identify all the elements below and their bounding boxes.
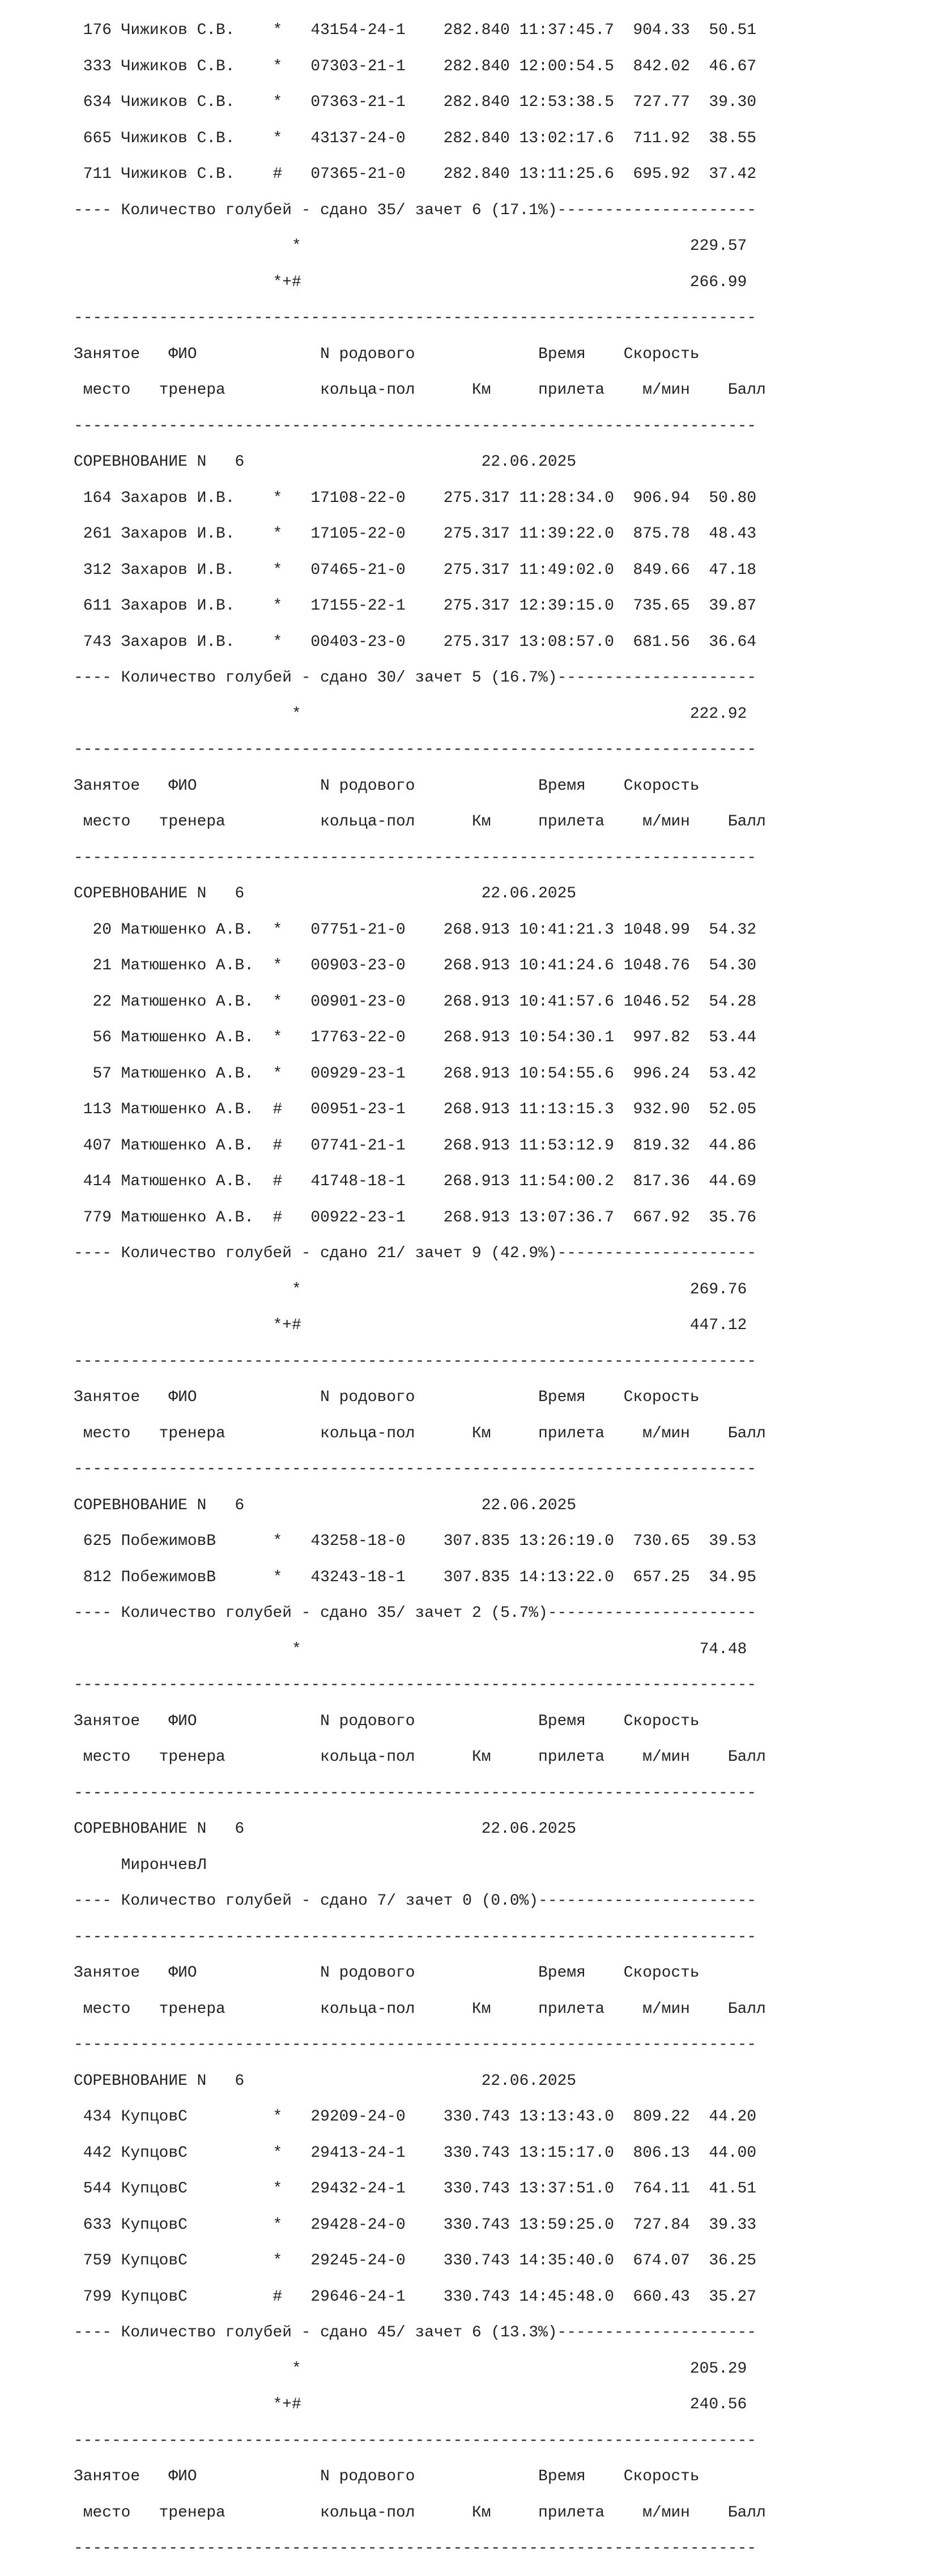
- result-row: 544 КупцовС * 29432-24-1 330.743 13:37:51.0 764.11 41.51: [74, 2180, 757, 2198]
- result-row: 759 КупцовС * 29245-24-0 330.743 14:35:40.0 674.07 36.25: [74, 2252, 757, 2270]
- column-header-line-2: место тренера кольца-пол Км прилета м/мин Балл: [74, 1424, 766, 1442]
- result-row: 812 ПобежимовВ * 43243-18-1 307.835 14:13:22.0 657.25 34.95: [74, 1568, 757, 1586]
- divider: ------------------------------------------------------------------------: [74, 1784, 757, 1802]
- score-total-star: * 269.76: [74, 1280, 747, 1298]
- score-total-star: * 222.92: [74, 705, 747, 723]
- score-total-star: * 205.29: [74, 2360, 747, 2378]
- divider: ------------------------------------------------------------------------: [74, 849, 757, 867]
- column-header-line-2: место тренера кольца-пол Км прилета м/мин Балл: [74, 2503, 766, 2522]
- result-row: 711 Чижиков С.В. # 07365-21-0 282.840 13:11:25.6 695.92 37.42: [74, 165, 757, 183]
- result-row: 176 Чижиков С.В. * 43154-24-1 282.840 11:37:45.7 904.33 50.51: [74, 22, 757, 39]
- result-row: 743 Захаров И.В. * 00403-23-0 275.317 13:08:57.0 681.56 36.64: [74, 633, 757, 651]
- result-row: 261 Захаров И.В. * 17105-22-0 275.317 11:39:22.0 875.78 48.43: [74, 525, 757, 543]
- competition-header: СОРЕВНОВАНИЕ N 6 22.06.2025: [74, 885, 577, 902]
- result-row: 611 Захаров И.В. * 17155-22-1 275.317 12:39:15.0 735.65 39.87: [74, 597, 757, 615]
- divider: ------------------------------------------------------------------------: [74, 1676, 757, 1694]
- divider: ------------------------------------------------------------------------: [74, 2036, 757, 2054]
- result-row: 633 КупцовС * 29428-24-0 330.743 13:59:25.0 727.84 39.33: [74, 2216, 757, 2234]
- score-total-all: *+# 266.99: [74, 273, 747, 291]
- result-row: 414 Матюшенко А.В. # 41748-18-1 268.913 11:54:00.2 817.36 44.69: [74, 1173, 757, 1190]
- result-row: 407 Матюшенко А.В. # 07741-21-1 268.913 11:53:12.9 819.32 44.86: [74, 1136, 757, 1155]
- result-row: 665 Чижиков С.В. * 43137-24-0 282.840 13:02:17.6 711.92 38.55: [74, 129, 757, 147]
- column-header-line-1: Занятое ФИО N родового Время Скорость: [74, 1712, 700, 1730]
- result-row: 333 Чижиков С.В. * 07303-21-1 282.840 12:00:54.5 842.02 46.67: [74, 57, 757, 75]
- divider: ------------------------------------------------------------------------: [74, 309, 757, 327]
- score-total-star: * 229.57: [74, 237, 747, 255]
- pigeon-count-summary: ---- Количество голубей - сдано 35/ зачет 2 (5.7%)----------------------: [74, 1604, 757, 1622]
- divider: ------------------------------------------------------------------------: [74, 741, 757, 759]
- result-row: 56 Матюшенко А.В. * 17763-22-0 268.913 10:54:30.1 997.82 53.44: [74, 1029, 757, 1046]
- result-row: 22 Матюшенко А.В. * 00901-23-0 268.913 10:41:57.6 1046.52 54.28: [74, 993, 757, 1011]
- column-header-line-1: Занятое ФИО N родового Время Скорость: [74, 777, 700, 795]
- score-total-star: * 74.48: [74, 1640, 747, 1658]
- column-header-line-1: Занятое ФИО N родового Время Скорость: [74, 1964, 700, 1982]
- result-row: 312 Захаров И.В. * 07465-21-0 275.317 11:49:02.0 849.66 47.18: [74, 561, 757, 579]
- result-row: 442 КупцовС * 29413-24-1 330.743 13:15:17.0 806.13 44.00: [74, 2144, 757, 2162]
- column-header-line-2: место тренера кольца-пол Км прилета м/мин Балл: [74, 381, 766, 399]
- pigeon-count-summary: ---- Количество голубей - сдано 7/ зачет 0 (0.0%)-----------------------: [74, 1892, 757, 1910]
- pigeon-count-summary: ---- Количество голубей - сдано 35/ зачет 6 (17.1%)---------------------: [74, 201, 757, 219]
- result-row: 779 Матюшенко А.В. # 00922-23-1 268.913 13:07:36.7 667.92 35.76: [74, 1208, 757, 1227]
- divider: ------------------------------------------------------------------------: [74, 2540, 757, 2557]
- divider: ------------------------------------------------------------------------: [74, 417, 757, 435]
- result-row: 57 Матюшенко А.В. * 00929-23-1 268.913 10:54:55.6 996.24 53.42: [74, 1065, 757, 1083]
- result-row: 164 Захаров И.В. * 17108-22-0 275.317 11:28:34.0 906.94 50.80: [74, 489, 757, 507]
- results-report: [74, 22, 766, 2576]
- result-row: 21 Матюшенко А.В. * 00903-23-0 268.913 10:41:24.6 1048.76 54.30: [74, 957, 757, 974]
- divider: ------------------------------------------------------------------------: [74, 1352, 757, 1370]
- column-header-line-1: Занятое ФИО N родового Время Скорость: [74, 2468, 700, 2485]
- competition-header: СОРЕВНОВАНИЕ N 6 22.06.2025: [74, 1496, 577, 1514]
- score-total-all: *+# 240.56: [74, 2396, 747, 2413]
- pigeon-count-summary: ---- Количество голубей - сдано 21/ зачет 9 (42.9%)---------------------: [74, 1245, 757, 1262]
- trainer-name-row: МирончевЛ: [74, 1856, 207, 1874]
- result-row: 113 Матюшенко А.В. # 00951-23-1 268.913 11:13:15.3 932.90 52.05: [74, 1101, 757, 1118]
- divider: ------------------------------------------------------------------------: [74, 1461, 757, 1478]
- pigeon-count-summary: ---- Количество голубей - сдано 45/ зачет 6 (13.3%)---------------------: [74, 2324, 757, 2341]
- column-header-line-2: место тренера кольца-пол Км прилета м/мин Балл: [74, 2000, 766, 2018]
- competition-header: СОРЕВНОВАНИЕ N 6 22.06.2025: [74, 453, 577, 471]
- competition-header: СОРЕВНОВАНИЕ N 6 22.06.2025: [74, 2072, 577, 2090]
- result-row: 634 Чижиков С.В. * 07363-21-1 282.840 12:53:38.5 727.77 39.30: [74, 93, 757, 111]
- pigeon-count-summary: ---- Количество голубей - сдано 30/ зачет 5 (16.7%)---------------------: [74, 669, 757, 687]
- score-total-all: *+# 447.12: [74, 1317, 747, 1334]
- result-row: 799 КупцовС # 29646-24-1 330.743 14:45:48.0 660.43 35.27: [74, 2288, 757, 2306]
- divider: ------------------------------------------------------------------------: [74, 2432, 757, 2450]
- column-header-line-1: Занятое ФИО N родового Время Скорость: [74, 345, 700, 363]
- divider: ------------------------------------------------------------------------: [74, 1928, 757, 1946]
- competition-header: СОРЕВНОВАНИЕ N 6 22.06.2025: [74, 1820, 577, 1838]
- result-row: 625 ПобежимовВ * 43258-18-0 307.835 13:26:19.0 730.65 39.53: [74, 1532, 757, 1550]
- column-header-line-1: Занятое ФИО N родового Время Скорость: [74, 1389, 700, 1406]
- column-header-line-2: место тренера кольца-пол Км прилета м/мин Балл: [74, 813, 766, 831]
- result-row: 20 Матюшенко А.В. * 07751-21-0 268.913 10:41:21.3 1048.99 54.32: [74, 921, 757, 939]
- result-row: 434 КупцовС * 29209-24-0 330.743 13:13:43.0 809.22 44.20: [74, 2108, 757, 2126]
- column-header-line-2: место тренера кольца-пол Км прилета м/мин Балл: [74, 1748, 766, 1766]
